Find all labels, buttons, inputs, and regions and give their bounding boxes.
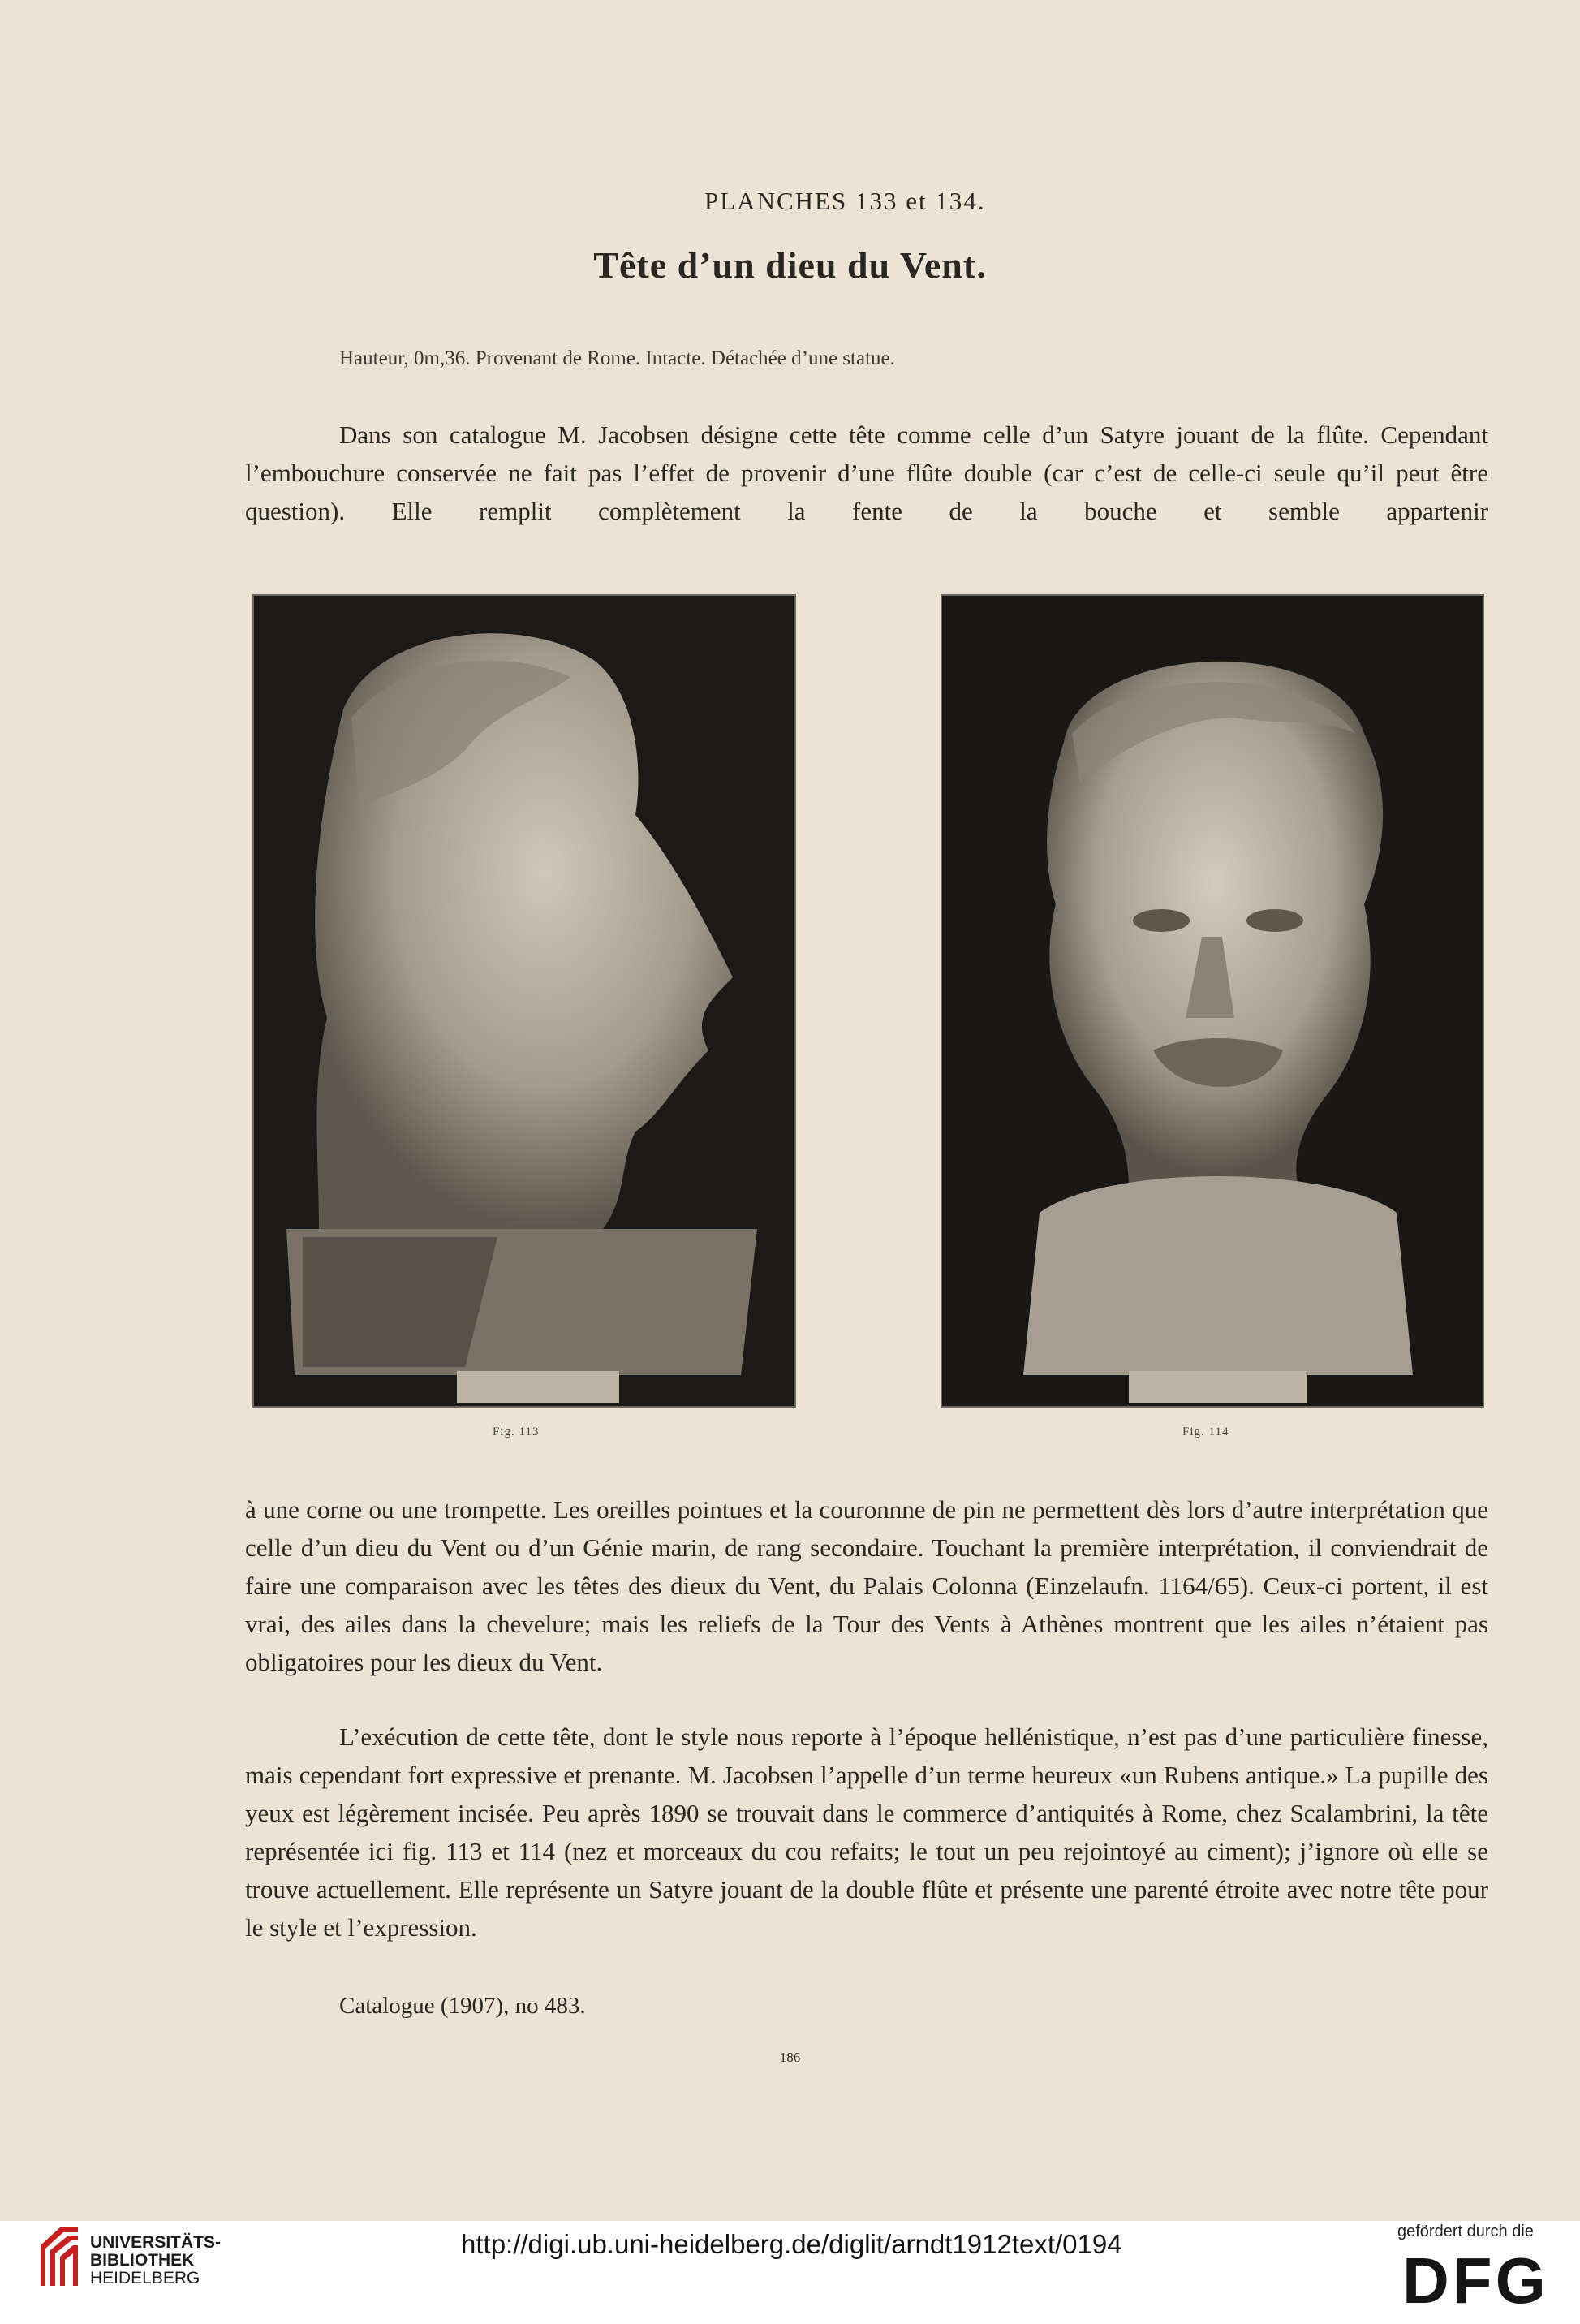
dfg-logo: DFG	[1402, 2244, 1549, 2317]
page-title: Tête d’un dieu du Vent.	[593, 244, 987, 286]
plate-heading: PLANCHES 133 et 134.	[704, 187, 986, 215]
figure-caption-114: Fig. 114	[1182, 1425, 1229, 1438]
university-library-logo-icon	[36, 2221, 81, 2292]
catalogue-reference: Catalogue (1907), no 483.	[339, 1993, 586, 2019]
page-number: 186	[779, 2050, 801, 2065]
figure-114-photo	[941, 594, 1484, 1408]
library-line-1: UNIVERSITÄTS-	[90, 2233, 222, 2252]
library-line-2: BIBLIOTHEK	[90, 2251, 195, 2270]
bust-frontal-image	[942, 596, 1483, 1406]
dimensions-line: Hauteur, 0m,36. Provenant de Rome. Intacte. Détachée d’une statue.	[339, 347, 895, 369]
figure-113-photo	[252, 594, 796, 1408]
figure-caption-113: Fig. 113	[493, 1425, 540, 1438]
permalink-url[interactable]: http://digi.ub.uni-heidelberg.de/diglit/arndt1912text/0194	[461, 2229, 1122, 2259]
funding-label: gefördert durch die	[1397, 2223, 1534, 2240]
paragraph-intro: Dans son catalogue M. Jacobsen désigne cette tête comme celle d’un Satyre jouant de la flûte. Cependant l’embouchure conservée ne fait pas l’effet de provenir d’une flûte double (car c’est de celle-ci seule qu’il peut être question). Elle remplit complètement la fente de la bouche et semble appartenir	[245, 420, 1488, 525]
university-library-name	[90, 2234, 221, 2287]
paragraph-continuation: à une corne ou une trompette. Les oreilles pointues et la couronnne de pin ne permettent dès lors d’autre interprétation que celle d’un dieu du Vent ou d’un Génie marin, de rang secondaire. Touchant la première interprétation, il conviendrait de faire une comparaison avec les têtes des dieux du Vent, du Palais Colonna (Einzelaufn. 1164/65). Ceux-ci portent, il est vrai, des ailes dans la chevelure; mais les reliefs de la Tour des Vents à Athènes montrent que les ailes n’étaient pas obligatoires pour les dieux du Vent.	[245, 1495, 1488, 1676]
paragraph-execution: L’exécution de cette tête, dont le style nous reporte à l’époque hellénistique, n’est pas d’une particulière finesse, mais cependant fort expressive et prenante. M. Jacobsen l’appelle d’un terme heureux «un Rubens antique.» La pupille des yeux est légèrement incisée. Peu après 1890 se trouvait dans le commerce d’antiquités à Rome, chez Scalambrini, la tête représentée ici fig. 113 et 114 (nez et morceaux du cou refaits; le tout un peu rejointoyé au ciment); j’ignore où elle se trouve actuellement. Elle représente un Satyre jouant de la double flûte et présente une parenté étroite avec notre tête pour le style et l’expression.	[245, 1723, 1488, 1942]
library-line-3: HEIDELBERG	[90, 2269, 200, 2287]
bust-profile-image	[254, 596, 794, 1406]
